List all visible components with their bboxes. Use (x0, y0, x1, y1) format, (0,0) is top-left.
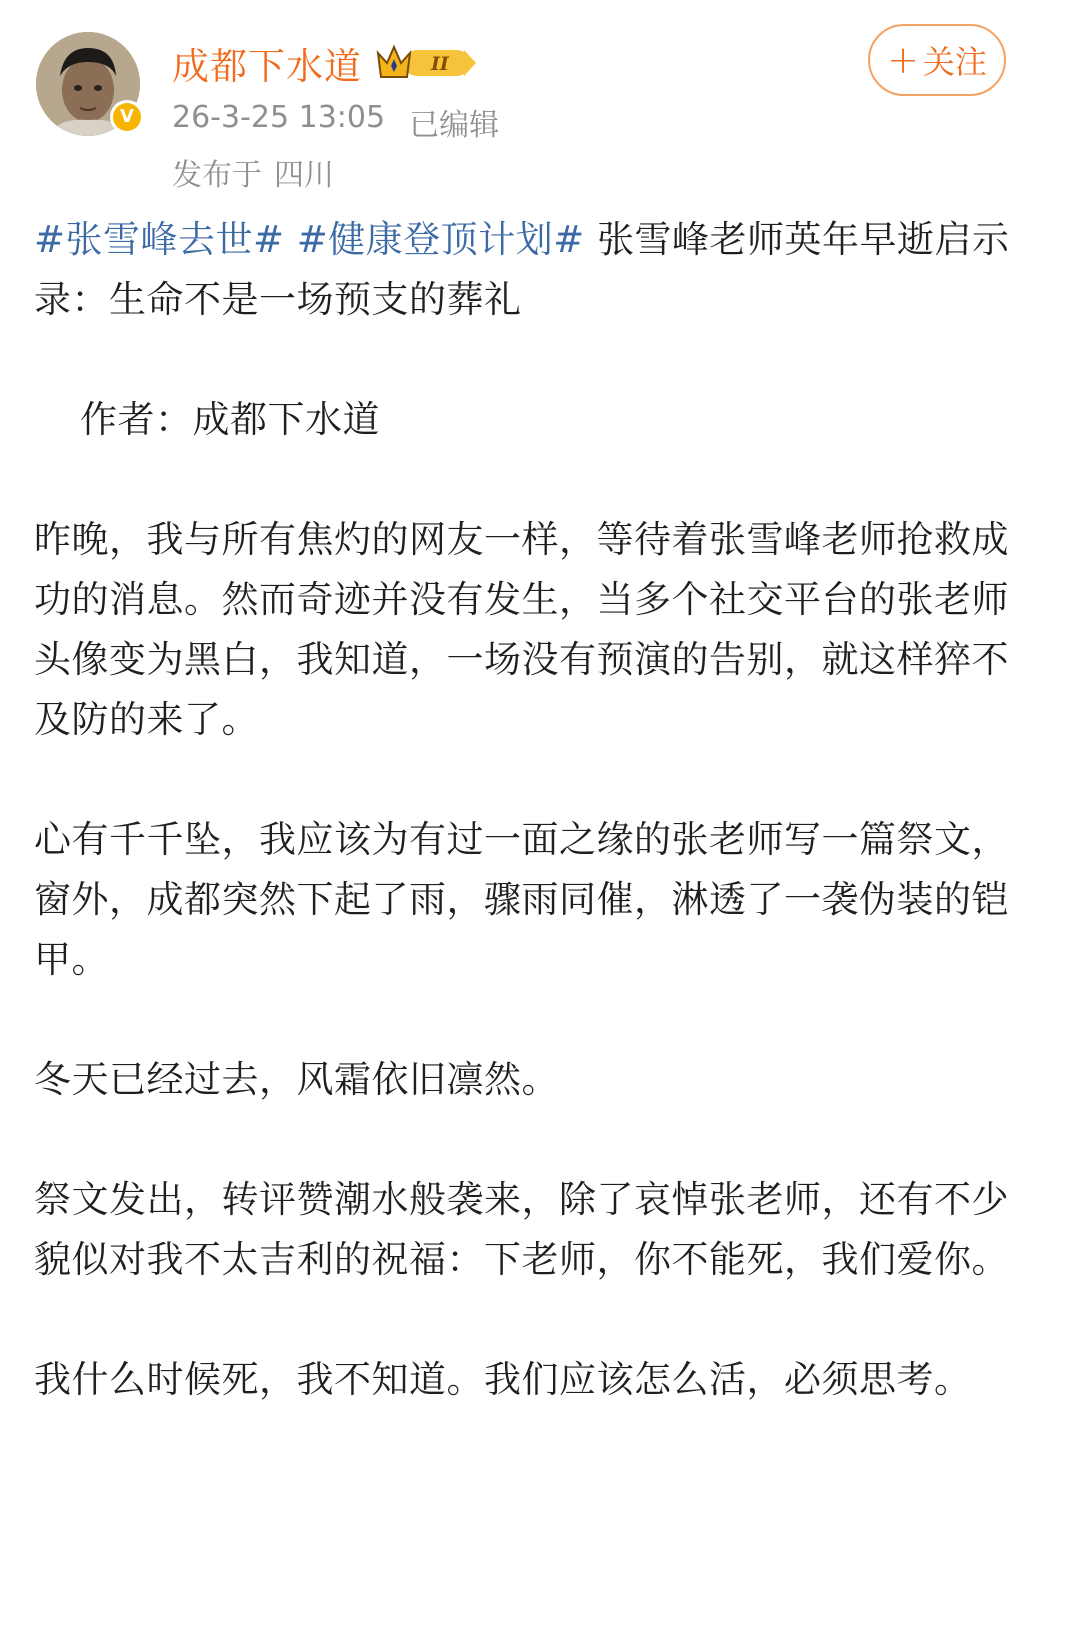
plus-icon: + (887, 38, 919, 82)
spacer (34, 990, 1044, 1050)
vip-crown-badge-icon[interactable] (374, 41, 478, 85)
post-body (34, 210, 1044, 1410)
username[interactable]: 成都下水道 (172, 45, 362, 88)
post-timestamp: 26-3-25 13:05 (172, 100, 386, 135)
post-location (172, 150, 334, 194)
spacer (34, 1290, 1044, 1350)
location-prefix: 发布于 (172, 158, 262, 193)
spacer (34, 450, 1044, 510)
verified-icon: V (113, 103, 141, 131)
hashtag-link[interactable]: #健康登顶计划# (296, 218, 585, 261)
post-title-line (34, 210, 1044, 330)
paragraph: 心有千千坠，我应该为有过一面之缘的张老师写一篇祭文，窗外，成都突然下起了雨，骤雨同催，淋透了一袭伪装的铠甲。 (34, 818, 1009, 981)
avatar-container[interactable] (36, 32, 140, 136)
paragraph: 昨晚，我与所有焦灼的网友一样，等待着张雪峰老师抢救成功的消息。然而奇迹并没有发生，当多个社交平台的张老师头像变为黑白，我知道，一场没有预演的告别，就这样猝不及防的来了。 (34, 518, 1009, 741)
username-row (172, 38, 478, 88)
vip-level-text: II (431, 53, 449, 75)
post-header (0, 0, 1080, 215)
paragraph: 冬天已经过去，风霜依旧凛然。 (34, 1058, 559, 1101)
hashtag-link[interactable]: #张雪峰去世# (34, 218, 285, 261)
follow-label: 关注 (922, 43, 987, 81)
verified-badge (110, 100, 144, 134)
paragraph: 祭文发出，转评赞潮水般袭来，除了哀悼张老师，还有不少貌似对我不太吉利的祝福：下老师，你不能死，我们爱你。 (34, 1178, 1009, 1281)
post-meta (172, 100, 499, 144)
spacer (34, 750, 1044, 810)
follow-button[interactable] (868, 24, 1006, 96)
author-line: 作者：成都下水道 (80, 398, 380, 441)
spacer (34, 330, 1044, 390)
post-title: 张雪峰老师英年早逝启示录：生命不是一场预支的葬礼 (34, 218, 1010, 321)
spacer (34, 1110, 1044, 1170)
location-name: 四川 (274, 158, 334, 193)
edited-label[interactable]: 已编辑 (409, 108, 500, 143)
paragraph: 我什么时候死，我不知道。我们应该怎么活，必须思考。 (34, 1358, 972, 1401)
